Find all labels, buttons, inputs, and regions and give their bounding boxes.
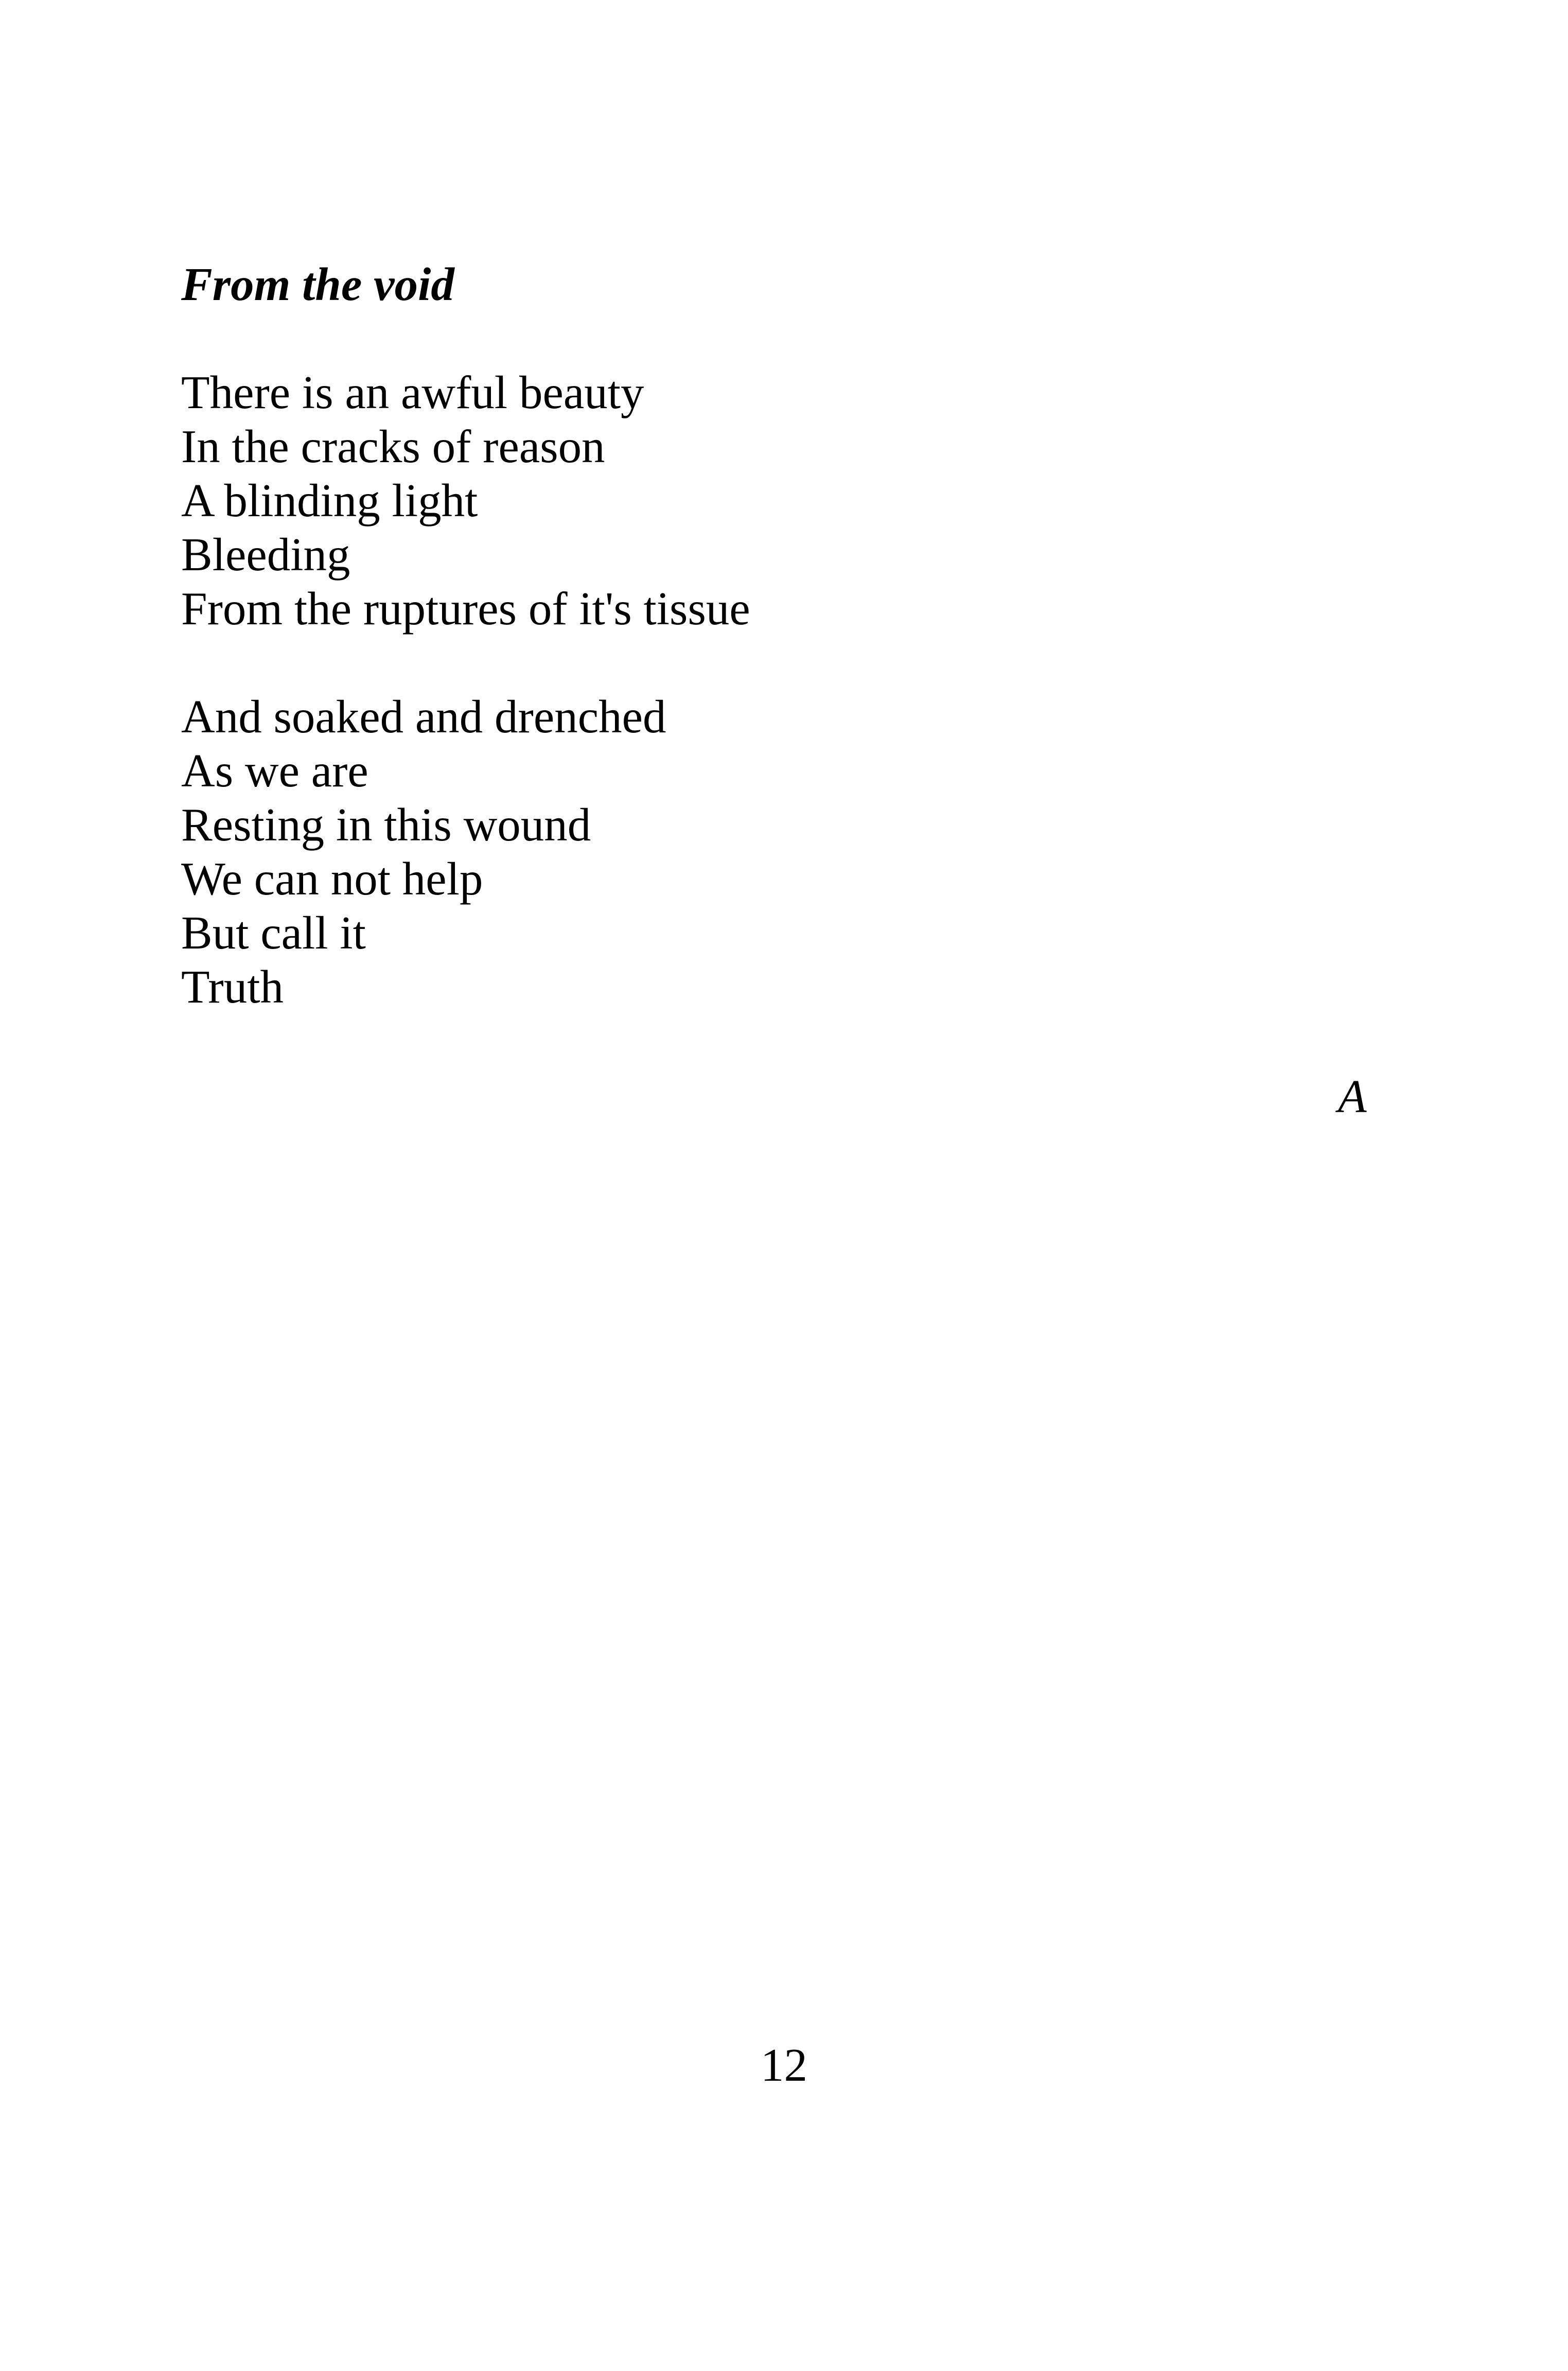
poem-line: In the cracks of reason xyxy=(181,420,605,472)
stanza-2 xyxy=(181,690,1416,1014)
poem-line: And soaked and drenched xyxy=(181,691,666,743)
poem-line: Resting in this wound xyxy=(181,799,591,851)
poem-line: A blinding light xyxy=(181,475,478,526)
poem-line: But call it xyxy=(181,907,366,959)
poem-signature: A xyxy=(1338,1070,1367,1122)
poem xyxy=(181,257,1416,1014)
page-number: 12 xyxy=(761,2039,807,2091)
poem-line: Bleeding xyxy=(181,529,350,581)
poem-title: From the void xyxy=(181,258,454,310)
poem-line: Truth xyxy=(181,961,284,1013)
poem-line: There is an awful beauty xyxy=(181,366,644,418)
poem-line: As we are xyxy=(181,745,368,797)
poem-line: From the ruptures of it's tissue xyxy=(181,583,750,635)
stanza-1 xyxy=(181,365,1416,636)
poem-line: We can not help xyxy=(181,853,483,905)
